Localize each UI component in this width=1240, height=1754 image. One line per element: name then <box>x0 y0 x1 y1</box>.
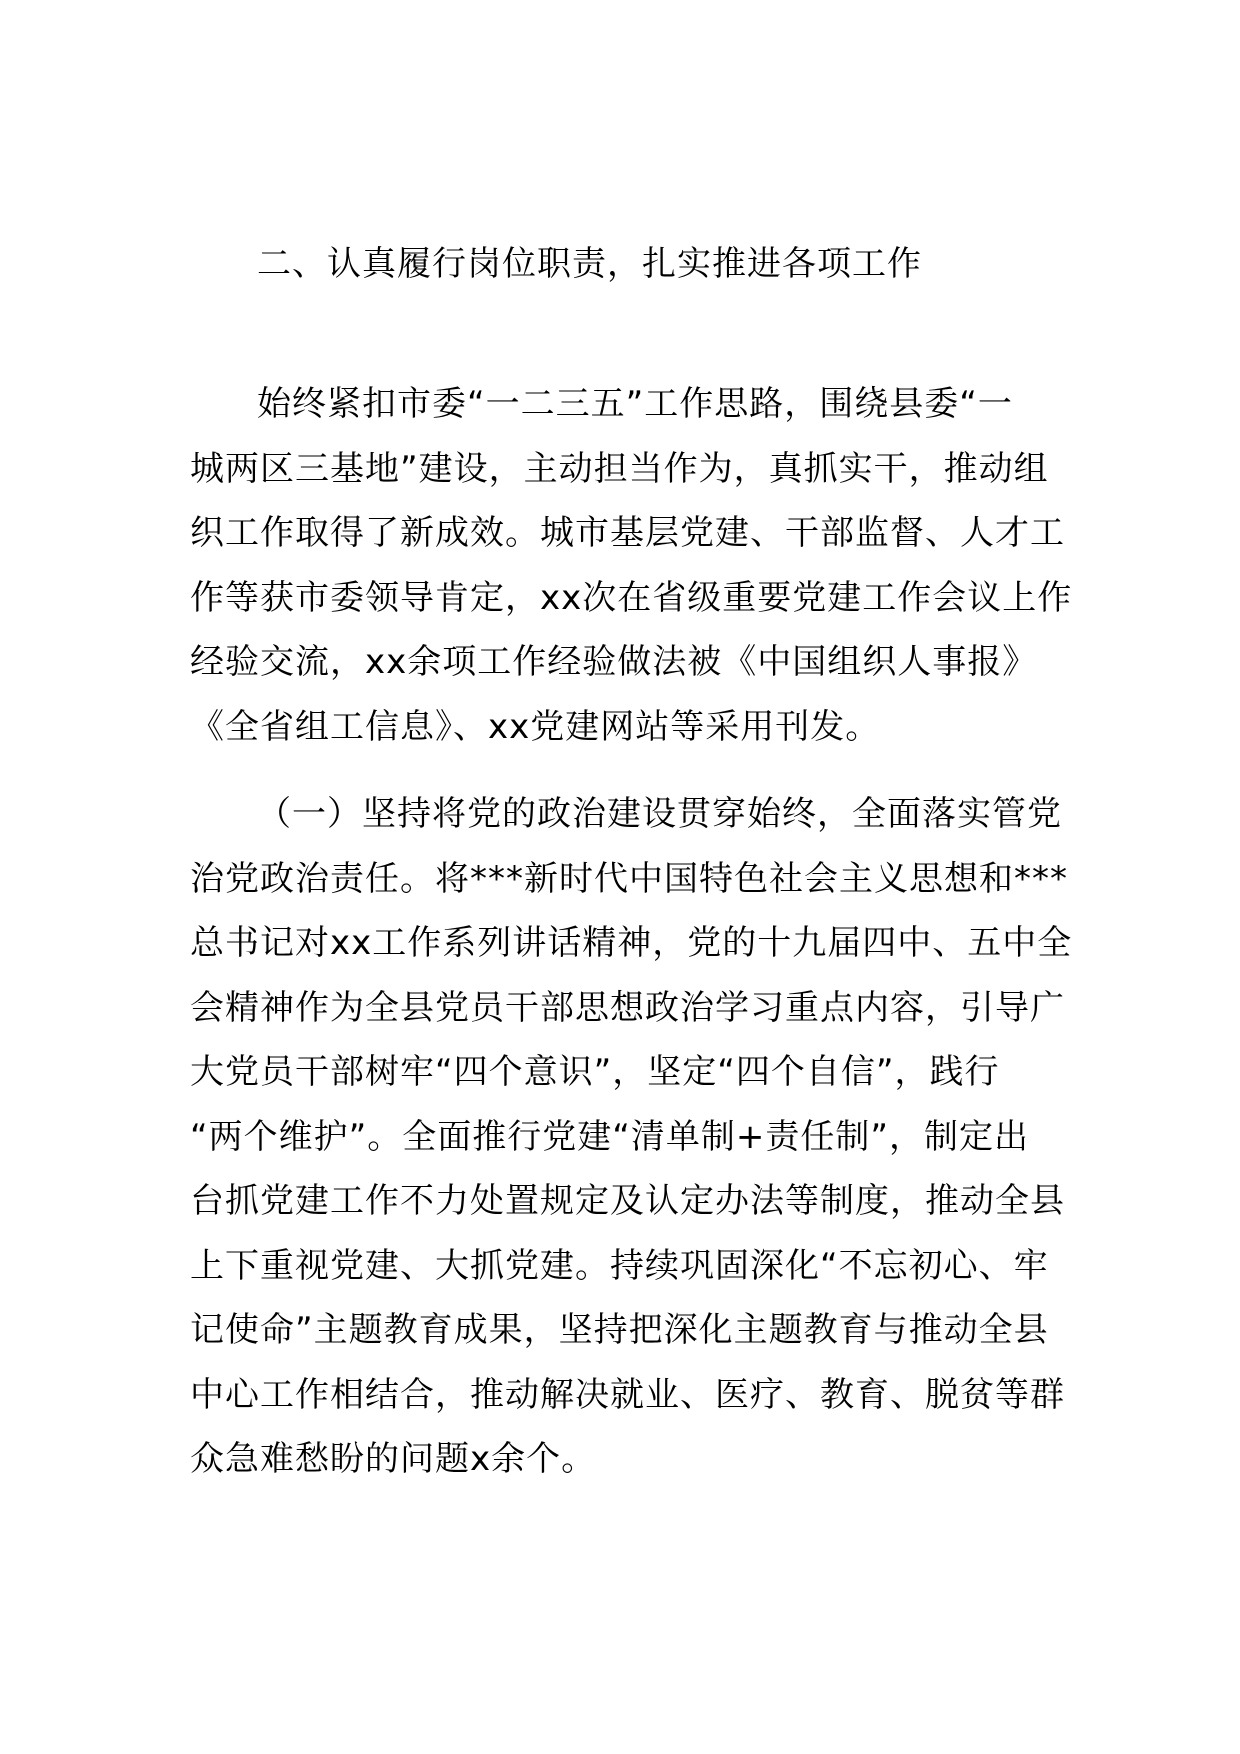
paragraph-line: 治党政治责任。将***新时代中国特色社会主义思想和*** <box>190 858 1068 899</box>
paragraph-line: 经验交流，xx余项工作经验做法被《中国组织人事报》 <box>190 642 1038 682</box>
paragraph-line: 台抓党建工作不力处置规定及认定办法等制度，推动全县 <box>190 1181 1065 1221</box>
paragraph-line: 城两区三基地”建设，主动担当作为，真抓实干，推动组 <box>190 448 1049 489</box>
paragraph-line: （一）坚持将党的政治建设贯穿始终，全面落实管党 <box>257 794 1062 834</box>
paragraph-line: 《全省组工信息》、xx党建网站等采用刊发。 <box>190 706 881 747</box>
paragraph-line: 众急难愁盼的问题x余个。 <box>190 1439 597 1479</box>
section-heading: 二、认真履行岗位职责，扎实推进各项工作 <box>257 244 922 284</box>
paragraph-line: 织工作取得了新成效。城市基层党建、干部监督、人才工 <box>190 513 1065 553</box>
paragraph-line: 始终紧扣市委“一二三五”工作思路，围绕县委“一 <box>257 384 1013 424</box>
paragraph-line: 大党员干部树牢“四个意识”，坚定“四个自信”，践行 <box>190 1052 1000 1092</box>
paragraph-1 <box>190 372 1073 759</box>
paragraph-line: “两个维护”。全面推行党建“清单制+责任制”，制定出 <box>190 1116 1029 1157</box>
paragraph-line: 中心工作相结合，推动解决就业、医疗、教育、脱贫等群 <box>190 1374 1065 1415</box>
paragraph-line: 作等获市委领导肯定，xx次在省级重要党建工作会议上作 <box>190 577 1073 618</box>
paragraph-line: 会精神作为全县党员干部思想政治学习重点内容，引导广 <box>190 987 1065 1028</box>
paragraph-line: 总书记对xx工作系列讲话精神，党的十九届四中、五中全 <box>190 923 1073 963</box>
paragraph-line: 上下重视党建、大抓党建。持续巩固深化“不忘初心、牢 <box>190 1245 1049 1286</box>
paragraph-line: 记使命”主题教育成果，坚持把深化主题教育与推动全县 <box>190 1310 1049 1350</box>
paragraph-2 <box>190 782 1073 1492</box>
